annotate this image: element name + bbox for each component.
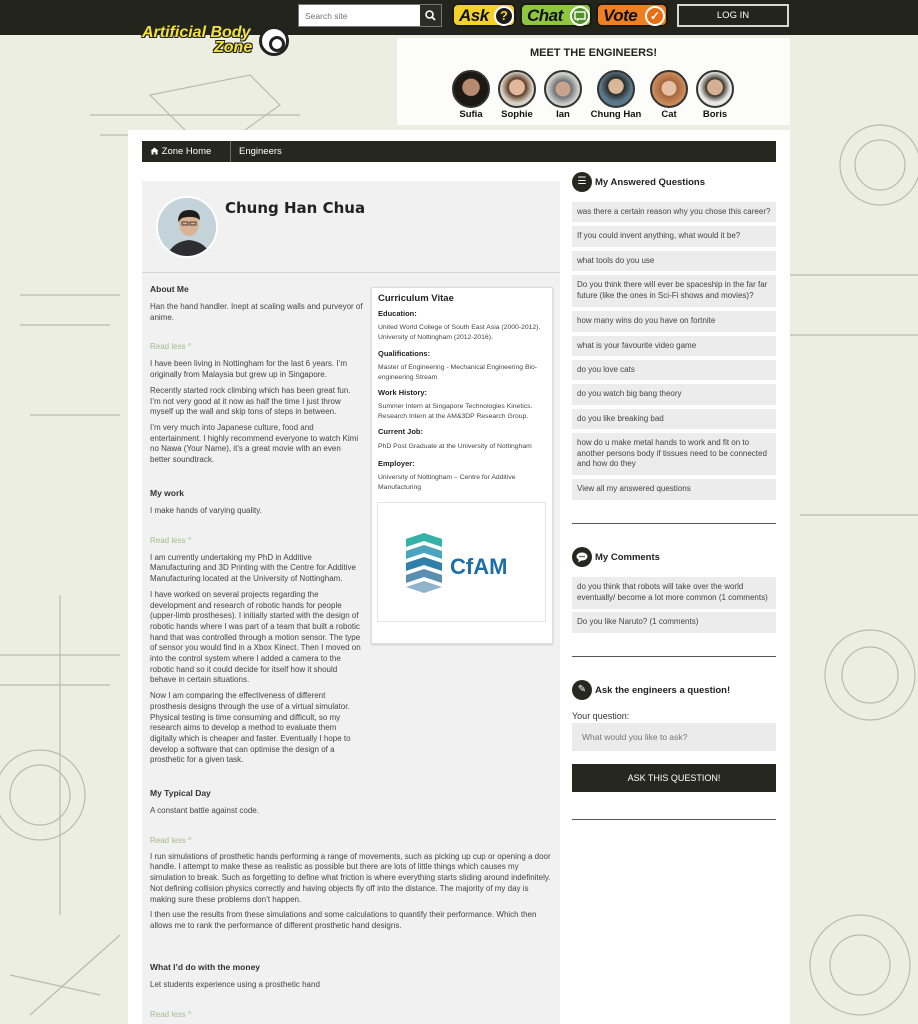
- sidebar-divider: [572, 523, 776, 524]
- work-intro: I make hands of varying quality.: [150, 506, 262, 515]
- engineer-name: Sophie: [501, 109, 533, 120]
- ask-label: Ask: [459, 6, 489, 25]
- answered-question-link[interactable]: do you love cats: [572, 360, 776, 380]
- answered-question-link[interactable]: how many wins do you have on fortnite: [572, 311, 776, 332]
- about-paragraph: Recently started rock climbing which has been great fun. I’m not very good at it now as half the time I just throw myself up the wall and skip tons of steps in between.: [150, 385, 351, 417]
- work-read-less-link[interactable]: Read less ^: [150, 535, 192, 545]
- cv-qualifications-label: Qualifications:: [378, 349, 431, 358]
- engineer-name: Cat: [661, 109, 677, 120]
- engineer-avatar: [696, 70, 734, 108]
- cfam-logo-text: CfAM: [450, 554, 508, 579]
- answered-questions-heading: My Answered Questions: [595, 177, 705, 188]
- money-heading: What I’d do with the money: [150, 962, 261, 972]
- engineer-avatar: [544, 70, 582, 108]
- eye-icon: [259, 26, 289, 56]
- ask-header: [572, 680, 776, 700]
- about-paragraph: I’m very much into Japanese culture, food and entertainment. I highly recommend everyone to watch Kimi no Nawa (Your Name), it’s a great movie with an even better soundtrack.: [150, 422, 359, 465]
- ask-nav-button[interactable]: [452, 3, 516, 27]
- profile-panel: [142, 181, 560, 1024]
- answered-question-link[interactable]: Do you think there will ever be spaceship in the far far future (like the ones in Sci-Fi shows and movies)?: [572, 275, 776, 307]
- search-box: [298, 4, 442, 27]
- answered-question-link[interactable]: what tools do you use: [572, 251, 776, 271]
- view-all-answered-link[interactable]: View all my answered questions: [572, 479, 776, 500]
- meet-engineers-title: MEET THE ENGINEERS!: [529, 47, 658, 59]
- chat-nav-button[interactable]: [520, 3, 592, 27]
- cv-title: Curriculum Vitae: [378, 293, 454, 304]
- work-heading: My work: [150, 488, 185, 498]
- logo-line-1: Artificial Body: [142, 24, 251, 41]
- typical-day-heading: My Typical Day: [150, 788, 211, 798]
- about-read-less-link[interactable]: Read less ^: [150, 342, 192, 352]
- engineer-name: Sufia: [459, 109, 483, 120]
- cv-employer-label: Employer:: [378, 459, 415, 468]
- breadcrumb-divider: [230, 141, 231, 162]
- breadcrumb-home[interactable]: [150, 146, 211, 157]
- avatar: [156, 196, 218, 258]
- cv-current-job: PhD Post Graduate at the University of Nottingham: [378, 443, 532, 450]
- ask-heading: Ask the engineers a question!: [595, 685, 731, 696]
- answered-question-link[interactable]: how do u make metal hands to work and fit on to another persons body if tissues need to be connected and how do they: [572, 433, 776, 475]
- typical-day-section: [150, 788, 553, 932]
- top-bar: [0, 0, 918, 35]
- profile-name: Chung Han Chua: [225, 199, 366, 217]
- sidebar-divider: [572, 656, 776, 657]
- question-mark-icon: ?: [494, 6, 514, 26]
- cv-qualifications: Master of Engineering - Mechanical Engineering Bio-engineering Stream: [378, 364, 538, 381]
- about-intro: Han the hand handler. Inept at scaling walls and purveyor of anime.: [150, 302, 363, 322]
- cv-current-job-label: Current Job:: [378, 427, 423, 436]
- breadcrumb: [142, 141, 776, 162]
- chat-label: Chat: [527, 6, 563, 25]
- answered-question-link[interactable]: do you watch big bang theory: [572, 384, 776, 405]
- engineer-name: Chung Han: [590, 109, 642, 120]
- breadcrumb-home-label: Zone Home: [161, 146, 212, 157]
- engineer-avatar: [452, 70, 490, 108]
- question-input[interactable]: [572, 723, 776, 751]
- cfam-logo: [377, 502, 546, 622]
- search-icon: [420, 5, 441, 26]
- vote-label: Vote: [603, 6, 638, 25]
- cv-education-label: Education:: [378, 309, 417, 318]
- pencil-icon: ✎: [572, 680, 592, 700]
- cv-card: [371, 287, 553, 644]
- work-paragraph: I have worked on several projects regarding the development and research of robotic hands for people (upper-limb prostheses). I initially started with the design of robotic hands where I was part of a team that built a robotic hand that was controlled through a motion sensor. The type of sensor you would find in a Xbox Kinect. Then I moved on into the control system where I added a camera to the robotic hand so it could decide for itself how it should behave in certain situations.: [150, 589, 361, 685]
- meet-engineers-panel: [397, 38, 790, 125]
- comments-heading: My Comments: [595, 552, 660, 563]
- engineer-ian[interactable]: [543, 70, 583, 120]
- about-section: [150, 284, 363, 466]
- cv-work-history: Summer Intern at Singapore Technologies Kinetics. Research Intern at the AM&3DP Research Group.: [378, 403, 533, 420]
- comment-link[interactable]: Do you like Naruto? (1 comments): [572, 612, 776, 633]
- typical-day-read-less-link[interactable]: Read less ^: [150, 835, 192, 845]
- breadcrumb-engineers[interactable]: Engineers: [239, 146, 282, 157]
- question-label: Your question:: [572, 711, 630, 721]
- sidebar-divider: [572, 819, 776, 820]
- money-section: [150, 962, 553, 1019]
- comment-icon: [572, 547, 592, 567]
- cv-education: United World College of South East Asia (2000-2012). University of Nottingham (2012-2016).: [378, 324, 541, 341]
- typical-day-paragraph: I run simulations of prosthetic hands performing a range of movements, such as picking up cup or opening a door handle. I attempt to make these as realistic as possible but there are lots of little things which causes my simulation to break. Such as forgetting to define what friction is where everything starts sliding around indefinitely. Not defining collision physics correctly and having objects fly off into the distance. The majority of my day is making sure these problems don’t happen.: [150, 851, 551, 904]
- answered-questions-header: [572, 172, 776, 192]
- comments-header: [572, 547, 776, 567]
- list-icon: ☰: [572, 172, 592, 192]
- answered-question-link[interactable]: do you like breaking bad: [572, 409, 776, 429]
- engineer-avatar: [650, 70, 688, 108]
- about-paragraph: I have been living in Nottingham for the last 6 years. I’m originally from Malaysia but grew up in Singapore.: [150, 359, 347, 380]
- money-read-less-link[interactable]: Read less ^: [150, 1009, 192, 1019]
- cv-employer: University of Nottingham – Centre for Additive Manufacturing: [378, 474, 516, 491]
- work-section: [150, 488, 363, 766]
- typical-day-intro: A constant battle against code.: [150, 806, 259, 815]
- speech-bubble-icon: [570, 6, 590, 26]
- login-button[interactable]: LOG IN: [677, 4, 789, 27]
- typical-day-paragraph: I then use the results from these simulations and some calculations to quantify their performance. Which then allows me to rank the performance of different prosthetic hand designs.: [150, 910, 537, 930]
- answered-question-link[interactable]: was there a certain reason why you chose this career?: [572, 202, 776, 222]
- work-paragraph: Now I am comparing the effectiveness of different prosthesis designs through the use of a virtual simulator. Physical testing is time consuming and difficult, so my research aims to develop a method to evaluate them digitally which is cheaper and faster. Eventually I hope to develop a software that can optimise the design of a prosthetic for a given task.: [150, 691, 351, 765]
- home-icon: [150, 147, 159, 155]
- vote-nav-button[interactable]: [596, 3, 668, 27]
- engineer-boris[interactable]: [695, 70, 735, 120]
- logo-line-2: Zone: [214, 39, 253, 56]
- about-heading: About Me: [150, 284, 189, 294]
- engineer-name: Ian: [556, 109, 570, 120]
- search-button[interactable]: [420, 5, 441, 26]
- answered-question-link[interactable]: If you could invent anything, what would it be?: [572, 226, 776, 247]
- money-intro: Let students experience using a prosthetic hand: [150, 980, 320, 989]
- answered-question-link[interactable]: what is your favourite video game: [572, 336, 776, 356]
- site-logo[interactable]: [140, 22, 295, 60]
- checkmark-icon: ✓: [645, 6, 665, 26]
- engineer-avatar: [498, 70, 536, 108]
- profile-header: [142, 181, 560, 273]
- search-input[interactable]: [299, 5, 420, 26]
- main-content: [128, 130, 790, 1024]
- cv-work-history-label: Work History:: [378, 388, 428, 397]
- work-paragraph: I am currently undertaking my PhD in Additive Manufacturing and 3D Printing with the Centre for Additive Manufacturing located at the University of Nottingham.: [150, 552, 356, 584]
- ask-question-button[interactable]: ASK THIS QUESTION!: [572, 764, 776, 792]
- engineer-avatar: [597, 70, 635, 108]
- engineer-name: Boris: [702, 109, 728, 120]
- comment-link[interactable]: do you think that robots will take over the world eventually/ become a lot more common (1 comments): [572, 577, 776, 609]
- engineer-chung-han[interactable]: [590, 70, 642, 120]
